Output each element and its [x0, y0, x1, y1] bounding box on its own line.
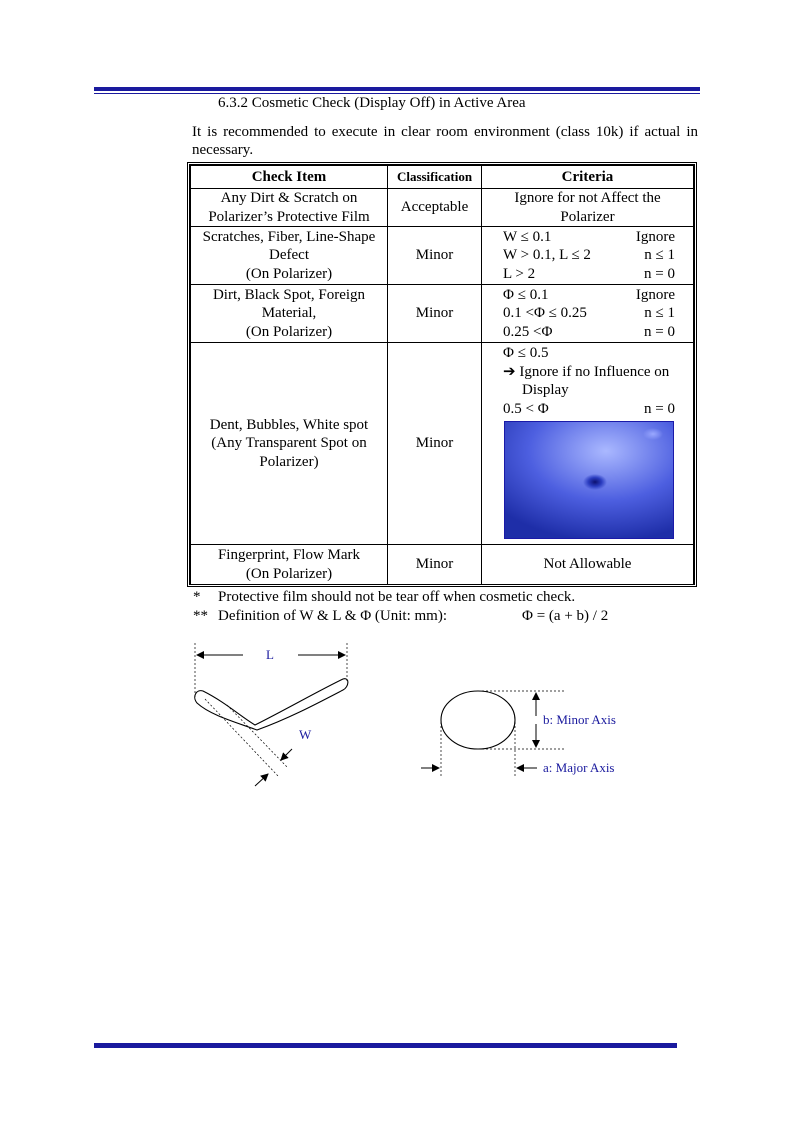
- cosmetic-check-table: [187, 162, 697, 587]
- criteria-line: 0.1 <Φ ≤ 0.25 n ≤ 1: [503, 305, 675, 322]
- criteria-cell: [482, 227, 694, 285]
- criteria-cell: [482, 343, 694, 545]
- header-classification: Classification: [388, 166, 482, 189]
- phi-formula: Φ = (a + b) / 2: [522, 608, 609, 624]
- check-item-cell: Scratches, Fiber, Line-Shape Defect (On Polarizer): [191, 227, 388, 285]
- check-item-cell: Any Dirt & Scratch on Polarizer’s Protective Film: [191, 189, 388, 227]
- header-criteria: Criteria: [482, 166, 694, 189]
- criteria-line: 0.5 < Φ n = 0: [503, 400, 675, 417]
- criteria-line: Φ ≤ 0.1 Ignore: [503, 286, 675, 303]
- footer-rule: [94, 1043, 677, 1048]
- criteria-line: W ≤ 0.1 Ignore: [503, 228, 675, 245]
- diagram-label-major-axis: a: Major Axis: [543, 760, 615, 775]
- table-row: [191, 189, 694, 227]
- criteria-line: Φ ≤ 0.5: [503, 345, 549, 361]
- criteria-note: ➔ Ignore if no Influence on Display: [503, 363, 670, 398]
- classification-cell: Minor: [388, 227, 482, 285]
- header-check-item: Check Item: [191, 166, 388, 189]
- classification-cell: Minor: [388, 545, 482, 585]
- footnote-text: Protective film should not be tear off when cosmetic check.: [218, 589, 576, 605]
- diagram-label-minor-axis: b: Minor Axis: [543, 712, 616, 727]
- table-row: [191, 285, 694, 343]
- spot-ellipse-figure: [421, 691, 565, 776]
- footnote: [193, 608, 447, 625]
- footnote: [193, 589, 575, 606]
- table-row: [191, 227, 694, 285]
- intro-paragraph: It is recommended to execute in clear room environment (class 10k) if actual in necessary.: [192, 124, 698, 158]
- table-row: [191, 343, 694, 545]
- criteria-line: W > 0.1, L ≤ 2 n ≤ 1: [503, 247, 675, 264]
- criteria-line: L > 2 n = 0: [503, 265, 675, 282]
- diagram-label-w: W: [299, 727, 312, 742]
- footnote-mark: **: [193, 608, 208, 624]
- line-defect-outline: [195, 679, 348, 730]
- diagram-label-l: L: [266, 647, 274, 662]
- classification-cell: Minor: [388, 285, 482, 343]
- classification-cell: Acceptable: [388, 189, 482, 227]
- check-item-cell: Dirt, Black Spot, Foreign Material, (On Polarizer): [191, 285, 388, 343]
- spot-sample-photo: [504, 421, 674, 539]
- footnote-mark: *: [193, 589, 201, 605]
- classification-cell: Minor: [388, 343, 482, 545]
- spot-ellipse: [441, 691, 515, 749]
- check-item-cell: Fingerprint, Flow Mark (On Polarizer): [191, 545, 388, 585]
- table-header-row: [191, 166, 694, 189]
- criteria-cell: [482, 285, 694, 343]
- section-heading: 6.3.2 Cosmetic Check (Display Off) in Active Area: [218, 95, 526, 111]
- criteria-cell: Not Allowable: [482, 545, 694, 585]
- table-row: [191, 545, 694, 585]
- criteria-line: 0.25 <Φ n = 0: [503, 323, 675, 340]
- line-shape-defect-figure: [195, 643, 348, 786]
- header-rule: [94, 87, 700, 94]
- check-item-cell: Dent, Bubbles, White spot (Any Transparent Spot on Polarizer): [191, 343, 388, 545]
- criteria-cell: Ignore for not Affect the Polarizer: [482, 189, 694, 227]
- footnote-text: Definition of W & L & Φ (Unit: mm):: [218, 608, 447, 624]
